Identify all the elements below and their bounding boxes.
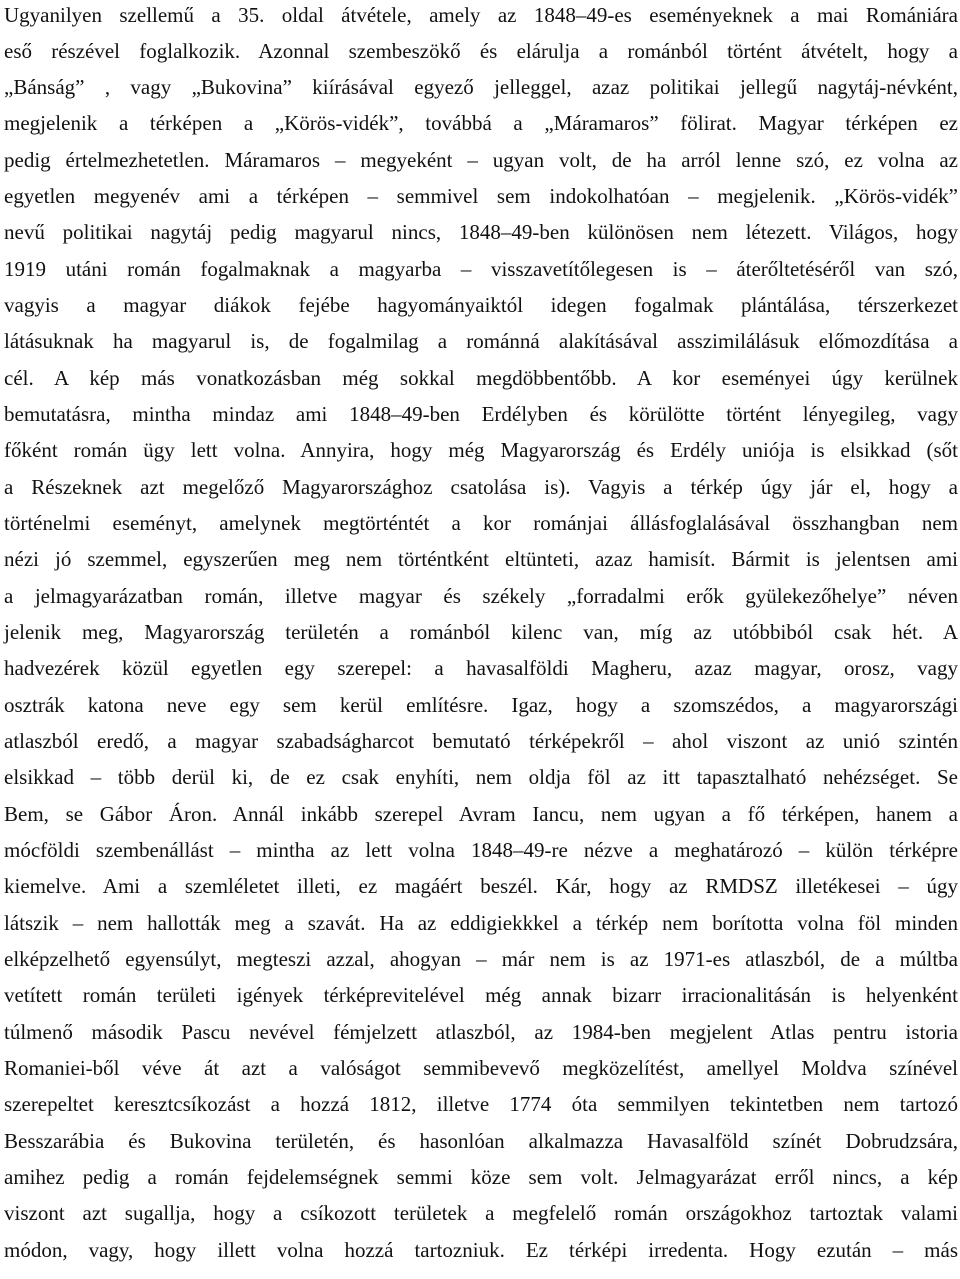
text-line: Romaniei-ből véve át azt a valóságot semmibevevő megközelítést, amellyel Moldva színével	[4, 1056, 958, 1080]
text-line: túlmenő második Pascu nevével fémjelzett atlaszból, az 1984-ben megjelent Atlas pentru istoria	[4, 1020, 958, 1044]
text-line: pedig értelmezhetetlen. Máramaros – megyeként – ugyan volt, de ha arról lenne szó, ez volna az	[4, 148, 958, 172]
text-line: Ugyanilyen szellemű a 35. oldal átvétele, amely az 1848–49-es eseményeknek a mai Romániára	[4, 3, 958, 27]
text-line: nevű politikai nagytáj pedig magyarul nincs, 1848–49-ben különösen nem létezett. Világos, hogy	[4, 220, 958, 244]
text-line: bemutatásra, mintha mindaz ami 1848–49-ben Erdélyben és körülötte történt lényegileg, vagy	[4, 402, 958, 426]
text-line: módon, vagy, hogy illett volna hozzá tartozniuk. Ez térképi irredenta. Hogy ezután – más	[4, 1238, 958, 1262]
text-line: történelmi eseményt, amelynek megtörténtét a kor románjai állásfoglalásával összhangban nem	[4, 511, 958, 535]
text-line: látásuknak ha magyarul is, de fogalmilag a románná alakításával asszimilálásuk előmozdítása a	[4, 329, 958, 353]
text-line: Besszarábia és Bukovina területén, és hasonlóan alkalmazza Havasalföld színét Dobrudzsára,	[4, 1129, 958, 1153]
text-line: jelenik meg, Magyarország területén a románból kilenc van, míg az utóbbiból csak hét. A	[4, 620, 958, 644]
text-line: egyetlen megyenév ami a térképen – semmivel sem indokolhatóan – megjelenik. „Körös-vidék”	[4, 184, 958, 208]
text-line: elképzelhető egyensúlyt, megteszi azzal, ahogyan – már nem is az 1971-es atlaszból, de a múltba	[4, 947, 958, 971]
text-line: atlaszból eredő, a magyar szabadságharcot bemutató térképekről – ahol viszont az unió szintén	[4, 729, 958, 753]
text-line: hadvezérek közül egyetlen egy szerepel: a havasalföldi Magheru, azaz magyar, orosz, vagy	[4, 656, 958, 680]
text-line: látszik – nem hallották meg a szavát. Ha az eddigiekkkel a térkép nem borította volna föl minden	[4, 911, 958, 935]
text-line: a jelmagyarázatban román, illetve magyar és székely „forradalmi erők gyülekezőhelye” néven	[4, 584, 958, 608]
text-line: mócföldi szembenállást – mintha az lett volna 1848–49-re nézve a meghatározó – külön térképre	[4, 838, 958, 862]
text-line: nézi jó szemmel, egyszerűen meg nem történtként eltünteti, azaz hamisít. Bármit is jelentsen ami	[4, 547, 958, 571]
text-line: vagyis a magyar diákok fejébe hagyományaiktól idegen fogalmak plántálása, térszerkezet	[4, 293, 958, 317]
text-line: szerepeltet keresztcsíkozást a hozzá 1812, illetve 1774 óta semmilyen tekintetben nem tartozó	[4, 1092, 958, 1116]
text-line: viszont azt sugallja, hogy a csíkozott területek a megfelelő román országokhoz tartoztak valami	[4, 1201, 958, 1225]
text-line: amihez pedig a román fejdelemségnek semmi köze sem volt. Jelmagyarázat erről nincs, a kép	[4, 1165, 958, 1189]
text-line: vetített román területi igények térképrevitelével még annak bizarr irracionalitásán is helyenként	[4, 983, 958, 1007]
text-line: „Bánság” , vagy „Bukovina” kiírásával egyező jelleggel, azaz politikai jellegű nagytáj-névként,	[4, 75, 958, 99]
text-line: megjelenik a térképen a „Körös-vidék”, továbbá a „Máramaros” fölirat. Magyar térképen ez	[4, 111, 958, 135]
text-line: elsikkad – több derül ki, de ez csak enyhíti, nem oldja föl az itt tapasztalható nehézséget. Se	[4, 765, 958, 789]
text-line: főként román ügy lett volna. Annyira, hogy még Magyarország és Erdély uniója is elsikkad (sőt	[4, 438, 958, 462]
text-line: a Részeknek azt megelőző Magyarországhoz csatolása is). Vagyis a térkép úgy jár el, hogy a	[4, 475, 958, 499]
text-line: 1919 utáni román fogalmaknak a magyarba – visszavetítőlegesen is – áterőltetéséről van szó,	[4, 257, 958, 281]
text-line: cél. A kép más vonatkozásban még sokkal megdöbbentőbb. A kor eseményei úgy kerülnek	[4, 366, 958, 390]
text-line: eső részével foglalkozik. Azonnal szembeszökő és elárulja a románból történt átvételt, hogy a	[4, 39, 958, 63]
text-line: Bem, se Gábor Áron. Annál inkább szerepel Avram Iancu, nem ugyan a fő térképen, hanem a	[4, 802, 958, 826]
text-line: kiemelve. Ami a szemléletet illeti, ez magáért beszél. Kár, hogy az RMDSZ illetékesei – úgy	[4, 874, 958, 898]
text-line: osztrák katona neve egy sem kerül említésre. Igaz, hogy a szomszédos, a magyarországi	[4, 693, 958, 717]
